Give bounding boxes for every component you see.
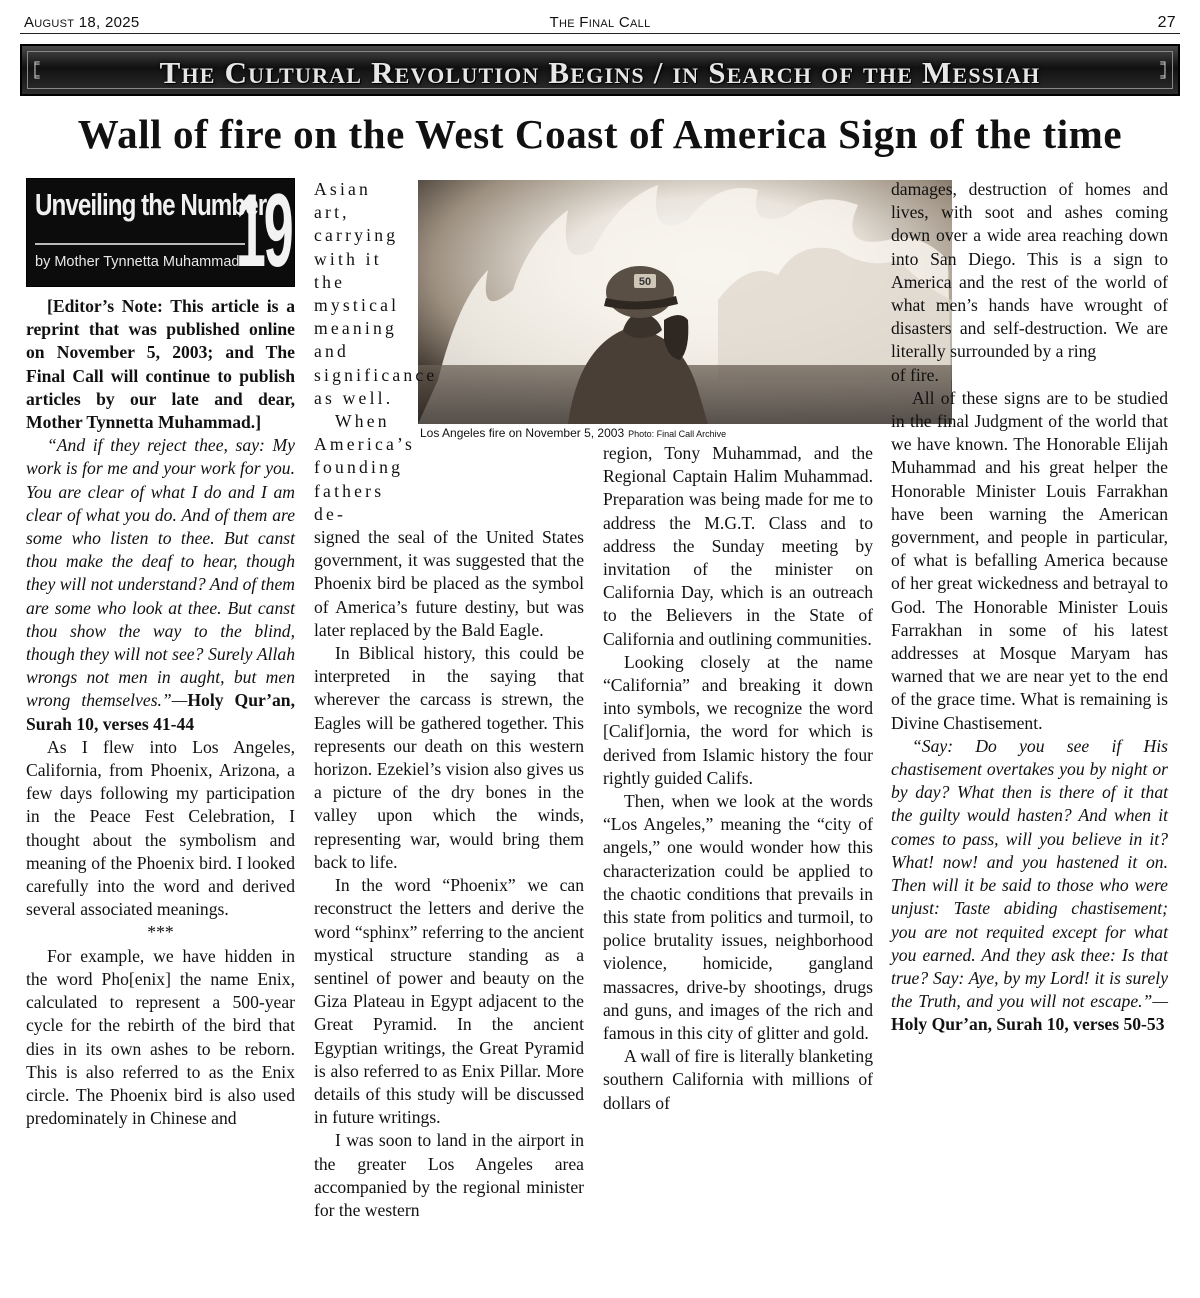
helmet-number: 50	[638, 276, 652, 288]
logo-byline: by Mother Tynnetta Muhammad	[35, 254, 240, 270]
caption-text: Los Angeles fire on November 5, 2003	[420, 426, 625, 440]
paragraph-wrap-end: of fire.	[891, 364, 939, 385]
paragraph: All of these signs are to be studied in the final Judgment of the world that we have known. The Honorable Elijah Muhammad and his great helper the Honorable Minister Louis Farrakhan have been warning the American government, and people in particular, of what is befalling America because of her great wickedness and betrayal to God. The Honorable Minister Louis Farrakhan in some of his latest addresses at Mosque Maryam has warned that we are near yet to the end of the grace time. What is remaining is Divine Chastisement.	[891, 387, 1168, 733]
quote-source: Holy Qur’an, Surah 10, verses 41-44	[26, 690, 295, 734]
paragraph: In Biblical history, this could be interpreted in the saying that wherever the carcass is strewn, the Eagles will be gathered together. This represents our death on this western horizon. Ezekiel’s vision also gives us a picture of the dry bones in the valley upon which the winds, representing war, would bring them back to life.	[314, 643, 584, 872]
newspaper-name: The Final Call	[549, 14, 651, 31]
column-2	[314, 178, 584, 1222]
paragraph: region, Tony Muhammad, and the Regional Captain Halim Muhammad. Preparation was being made for me to address the M.G.T. Class and to address the Sunday meeting by invitation of the minister on California Day, which is an outreach to the Believers in the State of California and outlining communities.	[603, 443, 873, 649]
paragraph-wrap-b: When America’s founding fathers de-	[314, 411, 416, 524]
paragraph: As I flew into Los Angeles, California, from Phoenix, Arizona, a few days following my participation in the Peace Fest Celebration, I thought about the symbolism and meaning of the Phoenix bird. I looked carefully into the word and derived several associated meanings.	[26, 736, 295, 920]
logo-rule	[35, 243, 245, 245]
paragraph: Looking closely at the name “California” and breaking it down into symbols, we recognize the word [Calif]ornia, the word for which is derived from Islamic history the four rightly guided Califs.	[603, 651, 873, 788]
paragraph: In the word “Phoenix” we can reconstruct the letters and derive the word “sphinx” referring to the ancient mystical structure standing as a sentinel of power and beauty on the Giza Plateau in Egypt adjacent to the Great Pyramid. In the ancient Egyptian writings, the Great Pyramid is also referred to as Enix Pillar. More details of this study will be discussed in future writings.	[314, 875, 584, 1128]
issue-date: August 18, 2025	[24, 14, 140, 31]
paragraph: For example, we have hidden in the word Pho[enix] the name Enix, calculated to represent a 500-year cycle for the rebirth of the bird that dies in its own ashes to be reborn. This is also referred to as the Enix circle. The Phoenix bird is also used predominately in Chinese and	[26, 945, 295, 1129]
paragraph: I was soon to land in the airport in the greater Los Angeles area accompanied by the regional minister for the western	[314, 1130, 584, 1220]
running-header	[20, 12, 1180, 34]
column-3	[603, 442, 873, 1115]
quote-source: Holy Qur’an, Surah 10, verses 50-53	[891, 1014, 1165, 1035]
logo-title: Unveiling the Number	[35, 187, 267, 222]
banner-title: The Cultural Revolution Begins / in Search of the Messiah	[159, 55, 1041, 90]
paragraph: A wall of fire is literally blanketing southern California with millions of dollars of	[603, 1046, 873, 1113]
quote-text: “And if they reject thee, say: My work is for me and your work for you. You are clear of what I do and I am clear of what you do. And of them are some who listen to thee. But canst thou make the deaf to hear, though they will not understand? And of them are some who look at thee. But canst thou show the way to the blind, though they will not see? Surely Allah wrongs not men in aught, but men wrong themselves.”	[26, 435, 295, 711]
page-number: 27	[1157, 14, 1176, 31]
banner-ornament-left-icon: ╒ ╘	[30, 55, 40, 84]
paragraph-wrap-a: Asian art, carrying with it the mystical meaning and significance as well.	[314, 179, 438, 408]
quran-quote-1	[26, 434, 295, 736]
column-logo	[26, 178, 295, 287]
column-4	[891, 178, 1168, 1037]
photo-credit: Photo: Final Call Archive	[628, 429, 727, 439]
logo-number: 19	[236, 178, 292, 287]
quote-dash: —	[1152, 991, 1168, 1012]
paragraph: Then, when we look at the words “Los Angeles,” meaning the “city of angels,” one would wonder how this characterization could be applied to the chaotic conditions that prevails in this state from politics and turmoil, to police brutality issues, neighborhood violence, homicide, gangland massacres, drive-by shootings, drugs and guns, and images of the rich and famous in this city of glitter and gold.	[603, 791, 873, 1044]
quote-dash: —	[171, 690, 188, 711]
section-banner	[20, 44, 1180, 96]
column-1	[26, 178, 295, 1130]
article-headline: Wall of fire on the West Coast of America Sign of the time	[77, 111, 1123, 157]
paragraph: signed the seal of the United States government, it was suggested that the Phoenix bird be placed as the symbol of America’s future destiny, but was later replaced by the Bald Eagle.	[314, 527, 584, 640]
banner-ornament-right-icon: ╕ ╛	[1160, 55, 1170, 84]
editors-note: [Editor’s Note: This article is a reprint that was published online on November 5, 2003; and The Final Call will continue to publish articles by our late and dear, Mother Tynnetta Muhammad.]	[26, 296, 295, 433]
quote-text: “Say: Do you see if His chastisement overtakes you by night or by day? What then is there of it that the guilty would hasten? And when it comes to pass, will you believe in it? What! now! and you hastened it on. Then will it be said to those who were unjust: Taste abiding chastisement; you are not requited except for what you earned. And they ask thee: Is that true? Say: Aye, by my Lord! it is surely the Truth, and you will not escape.”	[891, 735, 1168, 1012]
paragraph-wrap: damages, destruction of homes and lives, with soot and ashes coming down over a wide area reaching down into San Diego. This is a sign to America and the rest of the world of what men’s hands have wrought of disasters and self-destruction. We are literally surrounded by a ring	[891, 179, 1168, 362]
section-break: ***	[147, 922, 174, 943]
quran-quote-2	[891, 735, 1168, 1037]
